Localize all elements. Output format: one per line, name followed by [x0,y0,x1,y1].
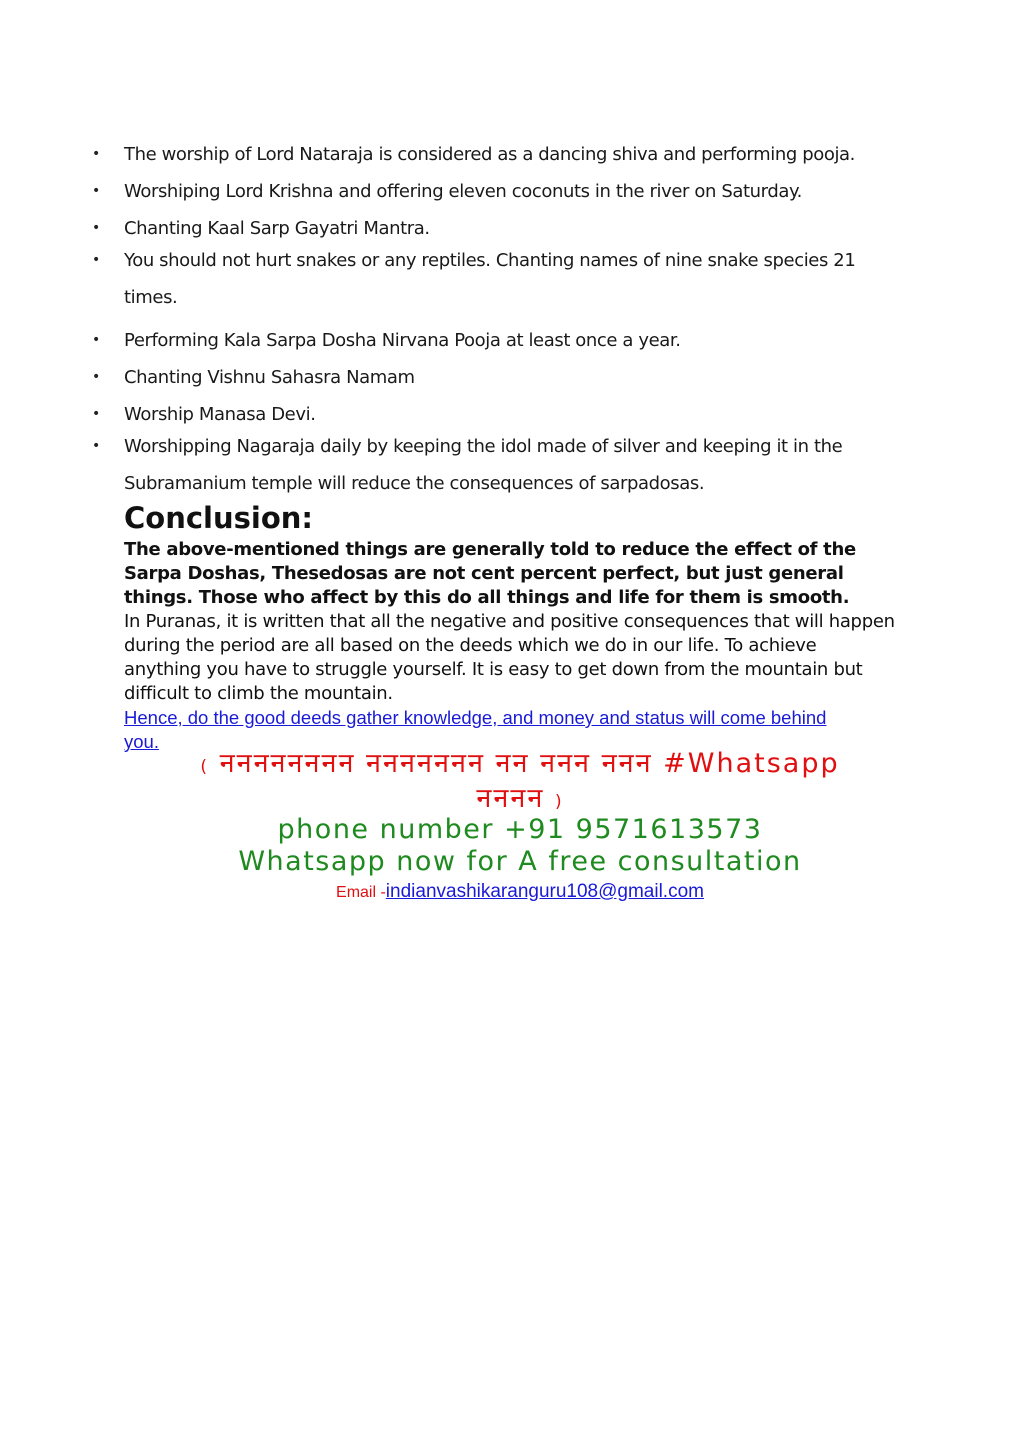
conclusion-bold-line: The above-mentioned things are generally told to reduce the effect of the [124,539,856,560]
bullet-icon: • [92,438,100,454]
bullet-icon: • [92,369,100,385]
list-item [92,173,892,210]
conclusion-heading: Conclusion: [124,501,313,535]
bullet-icon: • [92,252,100,268]
hindi-text-line-1: नननननननन ननननननन नन ननन ननन #Whatsapp [219,748,840,779]
phone-number-text: phone number +91 9571613573 [277,814,763,845]
open-paren: ( [200,757,209,777]
list-item-text: Chanting Kaal Sarp Gayatri Mantra. [124,218,430,239]
whatsapp-consultation-text: Whatsapp now for A free consultation [238,846,802,877]
list-item-text: Worshiping Lord Krishna and offering eleven coconuts in the river on Saturday. [124,181,802,202]
email-line [120,880,920,905]
list-item-text-continued: Subramanium temple will reduce the consequences of sarpadosas. [124,473,705,494]
list-item-text: Performing Kala Sarpa Dosha Nirvana Pooja at least once a year. [124,330,681,351]
conclusion-link-line[interactable]: Hence, do the good deeds gather knowledge, and money and status will come behind [124,707,827,728]
list-item-text: Worshipping Nagaraja daily by keeping the idol made of silver and keeping it in the [124,436,843,457]
bullet-icon: • [92,332,100,348]
conclusion-bold-line: things. Those who affect by this do all things and life for them is smooth. [124,587,850,608]
conclusion-section [124,498,904,754]
list-item-text: Chanting Vishnu Sahasra Namam [124,367,415,388]
conclusion-link-line[interactable]: you. [124,731,159,752]
conclusion-paragraph-line: anything you have to struggle yourself. It is easy to get down from the mountain but [124,659,863,680]
list-item-text: The worship of Lord Nataraja is considered as a dancing shiva and performing pooja. [124,144,855,165]
bullet-icon: • [92,183,100,199]
email-link[interactable]: indianvashikaranguru108@gmail.com [385,881,704,902]
list-item [92,322,892,359]
list-item [92,136,892,173]
list-item-text: Worship Manasa Devi. [124,404,316,425]
list-item [92,359,892,396]
hindi-text-line-2: नननन [476,783,545,814]
conclusion-paragraph-line: difficult to climb the mountain. [124,683,393,704]
bullet-icon: • [92,406,100,422]
hindi-whatsapp-heading [120,748,920,818]
conclusion-paragraph-line: In Puranas, it is written that all the negative and positive consequences that will happen [124,611,895,632]
list-item-text: You should not hurt snakes or any reptiles. Chanting names of nine snake species 21 [124,250,856,271]
list-item-text-continued: times. [124,287,178,308]
email-label: Email - [336,884,386,901]
list-item [92,242,892,316]
list-item [92,428,892,502]
conclusion-paragraph-line: during the period are all based on the deeds which we do in our life. To achieve [124,635,817,656]
bullet-icon: • [92,146,100,162]
conclusion-bold-line: Sarpa Doshas, Thesedosas are not cent percent perfect, but just general [124,563,844,584]
close-paren: ) [554,792,564,812]
bullet-icon: • [92,220,100,236]
